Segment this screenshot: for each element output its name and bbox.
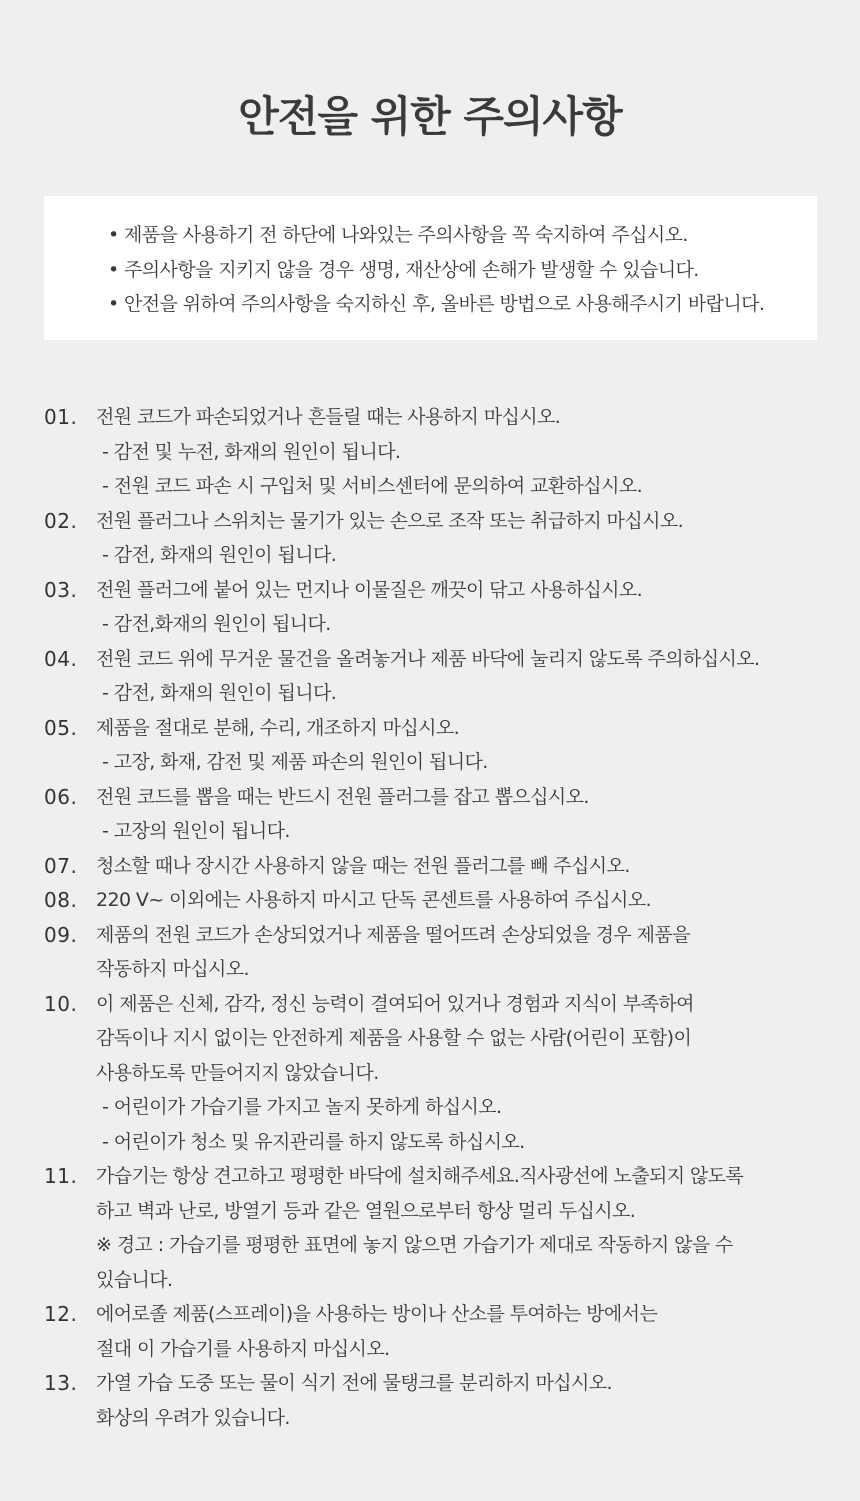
caution-item-detail <box>44 435 834 470</box>
item-number: 03. <box>44 577 78 602</box>
item-text: 전원 플러그에 붙어 있는 먼지나 이물질은 깨끗이 닦고 사용하십시오. <box>96 578 643 601</box>
item-number: 08. <box>44 888 78 912</box>
item-text: 있습니다. <box>96 1268 173 1291</box>
caution-item-detail <box>44 676 834 711</box>
caution-item <box>44 987 834 1022</box>
item-number: 01. <box>44 405 78 429</box>
item-number: 09. <box>44 922 78 947</box>
item-text: 제품의 전원 코드가 손상되었거나 제품을 떨어뜨려 손상되었을 경우 제품을 <box>96 923 690 946</box>
notice-line <box>108 287 817 322</box>
caution-item-detail <box>44 952 834 987</box>
item-text: 사용하도록 만들어지지 않았습니다. <box>96 1061 379 1084</box>
item-sub-text: - 감전, 화재의 원인이 됩니다. <box>102 682 337 704</box>
item-number: 13. <box>44 1371 78 1395</box>
caution-item <box>44 1159 834 1194</box>
item-number: 04. <box>44 646 78 671</box>
item-text: ※ 경고 : 가습기를 평평한 표면에 놓지 않으면 가습기가 제대로 작동하지 않을 수 <box>96 1234 733 1256</box>
item-sub-text: - 고장, 화재, 감전 및 제품 파손의 원인이 됩니다. <box>102 751 488 773</box>
caution-item <box>44 1366 834 1401</box>
caution-item <box>44 573 834 608</box>
item-text: 전원 플러그나 스위치는 물기가 있는 손으로 조작 또는 취급하지 마십시오. <box>96 509 684 532</box>
item-text: 에어로졸 제품(스프레이)을 사용하는 방이나 산소를 투여하는 방에서는 <box>96 1303 658 1325</box>
caution-item-detail <box>44 814 834 849</box>
item-sub-text: - 어린이가 가습기를 가지고 놀지 못하게 하십시오. <box>102 1096 502 1118</box>
item-text: 작동하지 마십시오. <box>96 958 249 980</box>
item-text: 화상의 우려가 있습니다. <box>96 1406 290 1429</box>
caution-item-detail <box>44 1332 834 1367</box>
item-text: 가습기는 항상 견고하고 평평한 바닥에 설치해주세요.직사광선에 노출되지 않도록 <box>96 1165 744 1187</box>
notice-text: 주의사항을 지키지 않을 경우 생명, 재산상에 손해가 발생할 수 있습니다. <box>124 258 699 281</box>
caution-item-detail <box>44 745 834 780</box>
notice-text: 안전을 위하여 주의사항을 숙지하신 후, 올바른 방법으로 사용해주시기 바랍니다. <box>124 293 765 315</box>
caution-item-detail <box>44 538 834 573</box>
bullet-icon: • <box>108 224 119 246</box>
caution-item-detail <box>44 1194 834 1229</box>
caution-item-detail <box>44 1056 834 1091</box>
item-text: 청소할 때나 장시간 사용하지 않을 때는 전원 플러그를 빼 주십시오. <box>96 854 630 877</box>
item-text: 전원 코드 위에 무거운 물건을 올려놓거나 제품 바닥에 눌리지 않도록 주의하십시오. <box>96 647 760 670</box>
item-text: 감독이나 지시 없이는 안전하게 제품을 사용할 수 없는 사람(어린이 포함)이 <box>96 1027 692 1049</box>
caution-item-detail <box>44 607 834 642</box>
caution-item <box>44 1297 834 1332</box>
item-number: 10. <box>44 991 78 1016</box>
caution-item-detail <box>44 1090 834 1125</box>
notice-line <box>108 253 817 288</box>
item-sub-text: - 어린이가 청소 및 유지관리를 하지 않도록 하십시오. <box>102 1130 525 1153</box>
item-number: 11. <box>44 1164 78 1188</box>
caution-item <box>44 400 834 435</box>
item-number: 06. <box>44 784 78 809</box>
page-title: 안전을 위한 주의사항 <box>238 92 622 141</box>
caution-item-detail <box>44 1125 834 1160</box>
item-text: 하고 벽과 난로, 방열기 등과 같은 열원으로부터 항상 멀리 두십시오. <box>96 1199 636 1222</box>
caution-item <box>44 883 834 918</box>
item-text: 가열 가습 도중 또는 물이 식기 전에 물탱크를 분리하지 마십시오. <box>96 1372 613 1394</box>
caution-item <box>44 849 834 884</box>
bullet-icon: • <box>108 293 119 315</box>
item-sub-text: - 고장의 원인이 됩니다. <box>102 820 290 842</box>
notice-box <box>44 196 817 340</box>
item-text: 220 V~ 이외에는 사용하지 마시고 단독 콘센트를 사용하여 주십시오. <box>96 889 651 911</box>
item-sub-text: - 감전 및 누전, 화재의 원인이 됩니다. <box>102 440 401 463</box>
item-number: 12. <box>44 1302 78 1326</box>
item-number: 07. <box>44 853 78 878</box>
notice-line <box>108 218 817 253</box>
item-number: 02. <box>44 508 78 533</box>
notice-text: 제품을 사용하기 전 하단에 나와있는 주의사항을 꼭 숙지하여 주십시오. <box>124 224 688 246</box>
caution-list <box>44 400 834 1435</box>
item-number: 05. <box>44 715 78 740</box>
item-text: 이 제품은 신체, 감각, 정신 능력이 결여되어 있거나 경험과 지식이 부족하여 <box>96 992 694 1015</box>
caution-item-detail <box>44 1401 834 1436</box>
caution-item <box>44 504 834 539</box>
caution-item <box>44 780 834 815</box>
caution-item-detail <box>44 1021 834 1056</box>
bullet-icon: • <box>108 258 119 281</box>
item-text: 전원 코드를 뽑을 때는 반드시 전원 플러그를 잡고 뽑으십시오. <box>96 785 589 808</box>
item-text: 전원 코드가 파손되었거나 흔들릴 때는 사용하지 마십시오. <box>96 406 561 428</box>
caution-item-detail <box>44 469 834 504</box>
caution-item <box>44 642 834 677</box>
item-sub-text: - 감전, 화재의 원인이 됩니다. <box>102 544 337 566</box>
caution-item <box>44 711 834 746</box>
item-sub-text: - 감전,화재의 원인이 됩니다. <box>102 613 331 635</box>
caution-item-detail <box>44 1228 834 1263</box>
caution-item <box>44 918 834 953</box>
item-text: 절대 이 가습기를 사용하지 마십시오. <box>96 1337 390 1360</box>
item-sub-text: - 전원 코드 파손 시 구입처 및 서비스센터에 문의하여 교환하십시오. <box>102 475 643 497</box>
item-text: 제품을 절대로 분해, 수리, 개조하지 마십시오. <box>96 716 460 739</box>
caution-item-detail <box>44 1263 834 1298</box>
